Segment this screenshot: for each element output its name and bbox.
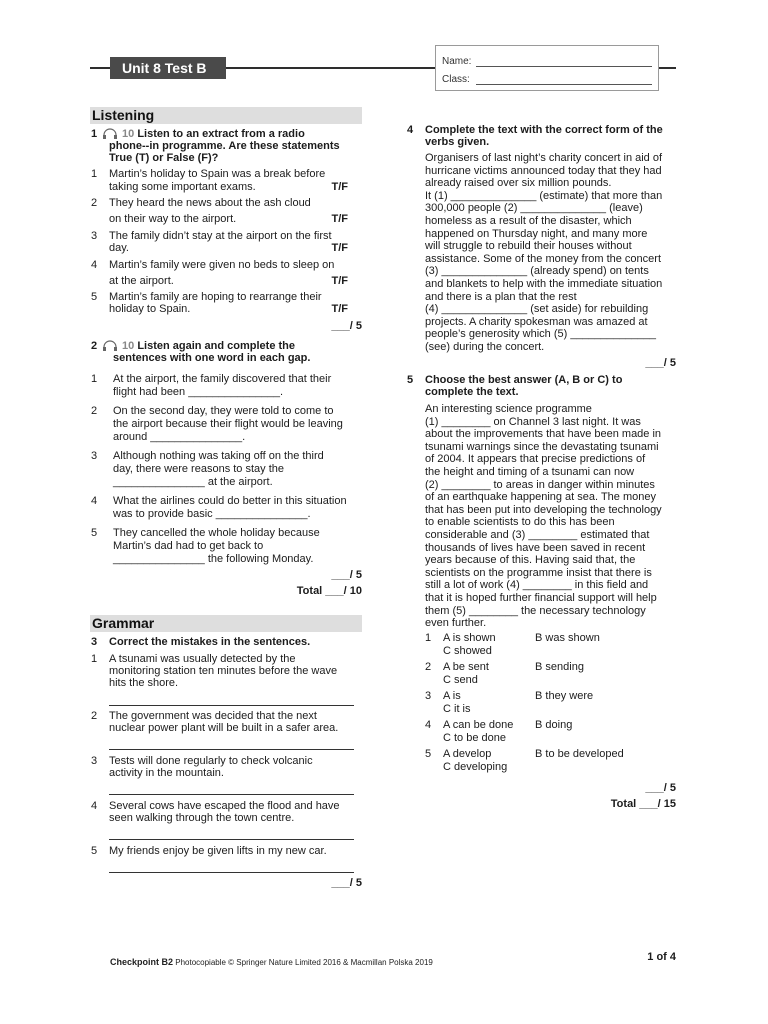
- option-b-text: doing: [545, 719, 573, 731]
- text-line: scientists on the programme insist that there is: [425, 566, 652, 579]
- answer-line[interactable]: [109, 794, 354, 795]
- ex2-item-number: 4: [91, 495, 98, 507]
- ex1-track: 10: [122, 128, 135, 140]
- ex3-item-text: A tsunami was usually detected by the: [109, 653, 296, 665]
- listening-heading: Listening: [90, 107, 362, 124]
- ex1-instruction-2: phone--in programme. Are these statements: [109, 140, 340, 152]
- true-false-choice[interactable]: T/F: [331, 303, 348, 315]
- text-line: about the improvements that have been made in: [425, 428, 662, 441]
- option-b-text: they were: [545, 690, 594, 702]
- unit-title: Unit 8 Test B: [110, 57, 226, 79]
- ex2-score: ___/ 5: [331, 569, 362, 581]
- option-number: 2: [425, 661, 432, 673]
- footer: [110, 957, 433, 967]
- option-a-text: is: [452, 690, 461, 702]
- ex1-score: ___/ 5: [331, 320, 362, 332]
- text-line: An interesting science programme: [425, 403, 592, 415]
- text-line: projects. A charity spokesman was amazed at: [425, 315, 648, 328]
- option-a[interactable]: A is: [443, 690, 461, 702]
- ex4-instruction-1: Complete the text with the correct form of the: [425, 124, 663, 136]
- ex2-item-text: They cancelled the whole holiday because: [113, 527, 320, 539]
- ex5-text: [425, 403, 662, 630]
- grammar-total: Total ___/ 15: [610, 798, 676, 810]
- ex1-item-text: Martin’s family are hoping to rearrange their: [109, 291, 322, 303]
- text-line: 300,000 people (2) ______________ (leave): [425, 202, 643, 215]
- text-line: hurricane victims announced today that they had: [425, 164, 662, 177]
- ex2-item-text: What the airlines could do better in this situation: [113, 495, 347, 507]
- text-line: of 2004. It appears that precise predictions of: [425, 453, 646, 466]
- option-a-text: develop: [452, 748, 492, 760]
- ex4-instruction-2: verbs given.: [425, 136, 490, 148]
- text-line: tsunami warnings since the devastating tsunami: [425, 440, 659, 453]
- ex3-item-text: Several cows have escaped the flood and have: [109, 800, 340, 812]
- ex2-item-text: around _______________.: [113, 431, 246, 443]
- text-line: that has been put into developing the technology: [425, 503, 662, 516]
- ex5-instruction-2: complete the text.: [425, 386, 519, 398]
- ex1-item-text: day.: [109, 242, 129, 254]
- ex3-item-number: 4: [91, 800, 98, 812]
- ex1-item-number: 5: [91, 291, 98, 303]
- ex1-item-text: on their way to the airport.: [109, 213, 237, 225]
- option-b-text: sending: [545, 661, 584, 673]
- option-c-text: developing: [454, 761, 508, 773]
- ex5-score: ___/ 5: [645, 782, 676, 794]
- ex3-item-number: 1: [91, 653, 98, 665]
- ex2-item-text: day, there were reasons to stay the: [113, 463, 284, 475]
- text-line: considerable and (3) ________ estimated that: [425, 528, 650, 541]
- option-b-text: to be developed: [545, 748, 624, 760]
- text-line: years because of this. Having said that, the: [425, 554, 636, 567]
- ex1-number: 1: [91, 128, 98, 140]
- ex2-item-number: 2: [91, 405, 98, 417]
- text-line: will struggle to rebuild their houses without: [425, 240, 632, 253]
- ex3-item-text: nuclear power plant will be built in a safer area.: [109, 722, 339, 734]
- ex3-item-text: The government was decided that the next: [109, 710, 317, 722]
- ex1-item-text: Martin’s holiday to Spain was a break before: [109, 168, 326, 180]
- true-false-choice[interactable]: T/F: [331, 275, 348, 287]
- option-b[interactable]: B doing: [535, 719, 573, 731]
- ex3-item-text: hits the shore.: [109, 677, 179, 689]
- text-line: to enable scientists to do this has been: [425, 516, 615, 529]
- ex3-item-text: activity in the mountain.: [109, 767, 224, 779]
- option-c[interactable]: C showed: [443, 645, 492, 657]
- ex2-item-text: On the second day, they were told to come to: [113, 405, 334, 417]
- ex2-instruction-2: sentences with one word in each gap.: [113, 352, 311, 364]
- ex2-item-number: 3: [91, 450, 98, 462]
- ex5-instruction-1: Choose the best answer (A, B or C) to: [425, 374, 623, 386]
- class-field[interactable]: [476, 84, 652, 85]
- ex2-item-text: was to provide basic _______________.: [113, 508, 311, 520]
- answer-line[interactable]: [109, 705, 354, 706]
- text-line: already raised over six million pounds.: [425, 177, 612, 190]
- ex2-instruction-1: Listen again and complete the: [137, 340, 296, 352]
- ex1-instruction-1: Listen to an extract from a radio: [137, 128, 305, 140]
- option-c[interactable]: C send: [443, 674, 478, 686]
- text-line: (2) ________ to areas in danger within minutes: [425, 478, 655, 491]
- ex3-item-text: My friends enjoy be given lifts in my new car.: [109, 845, 327, 857]
- text-line: thousands of lives have been saved in recent: [425, 541, 646, 554]
- answer-line[interactable]: [109, 872, 354, 873]
- ex1-item-number: 2: [91, 197, 98, 209]
- option-a[interactable]: A develop: [443, 748, 492, 760]
- option-c[interactable]: C to be done: [443, 732, 506, 744]
- text-line: Organisers of last night’s charity concert in aid of: [425, 152, 663, 164]
- name-field[interactable]: [476, 66, 652, 67]
- ex1-item-text: holiday to Spain.: [109, 303, 191, 315]
- text-line: (1) ________ on Channel 3 last night. It was: [425, 415, 641, 428]
- ex3-instruction: Correct the mistakes in the sentences.: [109, 636, 311, 648]
- text-line: of an earthquake happening at sea. The money: [425, 491, 656, 504]
- ex5-number: 5: [407, 374, 414, 386]
- option-a[interactable]: A can be done: [443, 719, 514, 731]
- footer-copyright: Photocopiable © Springer Nature Limited 2016 & Macmillan Polska 2019: [175, 958, 433, 967]
- ex1-item-text: The family didn’t stay at the airport on the first: [109, 230, 332, 242]
- ex3-item-text: seen walking through the town centre.: [109, 812, 295, 824]
- ex3-number: 3: [91, 636, 98, 648]
- text-line: homeless as a result of the disaster, which: [425, 214, 632, 227]
- option-number: 5: [425, 748, 432, 760]
- ex3-item-number: 3: [91, 755, 98, 767]
- option-a-text: is shown: [452, 632, 496, 644]
- text-line: (3) ______________ (already spend) on tents: [425, 265, 649, 278]
- answer-line[interactable]: [109, 749, 354, 750]
- ex1-item-text: They heard the news about the ash cloud: [109, 197, 311, 209]
- ex4-number: 4: [407, 124, 414, 136]
- option-number: 1: [425, 632, 432, 644]
- text-line: even further.: [425, 617, 487, 630]
- footer-brand: Checkpoint B2: [110, 957, 174, 967]
- ex2-item-text: Although nothing was taking off on the third: [113, 450, 324, 462]
- ex2-item-text: _______________ the following Monday.: [113, 553, 314, 565]
- text-line: that it is hoped further financial support will help: [425, 591, 657, 604]
- ex1-instruction-3: True (T) or False (F)?: [109, 152, 219, 164]
- ex3-score: ___/ 5: [331, 877, 362, 889]
- text-line: (see) during the concert.: [425, 340, 545, 353]
- ex4-text: [425, 152, 662, 354]
- ex4-score: ___/ 5: [645, 357, 676, 369]
- ex2-item-text: the airport because their flight would be leaving: [113, 418, 343, 430]
- ex1-item-number: 3: [91, 230, 98, 242]
- ex2-track: 10: [122, 340, 135, 352]
- option-b[interactable]: B they were: [535, 690, 594, 702]
- name-class-box: [435, 45, 659, 91]
- text-line: assistance. Some of the money from the concert: [425, 252, 662, 265]
- option-a-text: be sent: [452, 661, 489, 673]
- option-c-text: showed: [454, 645, 492, 657]
- option-c-text: send: [454, 674, 478, 686]
- true-false-choice[interactable]: T/F: [331, 242, 348, 254]
- ex2-item-text: Martin’s dad had to get back to: [113, 540, 264, 552]
- ex1-item-text: Martin’s family were given no beds to sleep on: [109, 259, 335, 271]
- listening-total: Total ___/ 10: [296, 585, 362, 597]
- name-label: Name:: [442, 56, 472, 67]
- answer-line[interactable]: [109, 839, 354, 840]
- option-b[interactable]: B to be developed: [535, 748, 624, 760]
- grammar-heading: Grammar: [90, 615, 362, 632]
- text-line: the height and timing of a tsunami can now: [425, 465, 635, 478]
- ex1-item-number: 1: [91, 168, 98, 180]
- text-line: happened on Thursday night, and many more: [425, 227, 648, 240]
- option-a[interactable]: A is shown: [443, 632, 496, 644]
- option-c-text: to be done: [454, 732, 506, 744]
- ex2-number: 2: [91, 340, 98, 352]
- class-label: Class:: [442, 74, 470, 85]
- text-line: (4) ______________ (set aside) for rebuilding: [425, 303, 649, 316]
- ex3-item-number: 5: [91, 845, 98, 857]
- ex2-item-text: flight had been _______________.: [113, 386, 284, 398]
- page-number: 1 of 4: [647, 951, 676, 963]
- option-number: 3: [425, 690, 432, 702]
- ex3-item-text: Tests will done regularly to check volcanic: [109, 755, 313, 767]
- ex1-item-text: at the airport.: [109, 275, 174, 287]
- text-line: them (5) ________ the necessary technology: [425, 604, 646, 617]
- option-b[interactable]: B was shown: [535, 632, 600, 644]
- ex2-item-text: _______________ at the airport.: [113, 476, 273, 488]
- text-line: It (1) ______________ (estimate) that more than: [425, 189, 663, 202]
- option-a[interactable]: A be sent: [443, 661, 489, 673]
- true-false-choice[interactable]: T/F: [331, 213, 348, 225]
- ex1-item-text: taking some important exams.: [109, 181, 256, 193]
- text-line: and there is a plan that the rest: [425, 290, 577, 303]
- ex2-item-text: At the airport, the family discovered that their: [113, 373, 332, 385]
- ex3-item-number: 2: [91, 710, 98, 722]
- option-a-text: can be done: [452, 719, 514, 731]
- ex3-item-text: monitoring station ten minutes before the wave: [109, 665, 338, 677]
- text-line: still a lot of work (4) ________ in this field and: [425, 579, 649, 592]
- text-line: people’s generosity which (5) ______________: [425, 328, 656, 341]
- true-false-choice[interactable]: T/F: [331, 181, 348, 193]
- option-c[interactable]: C developing: [443, 761, 508, 773]
- ex2-item-number: 5: [91, 527, 98, 539]
- option-b-text: was shown: [545, 632, 600, 644]
- option-c[interactable]: C it is: [443, 703, 471, 715]
- option-number: 4: [425, 719, 432, 731]
- text-line: and blankets to help with the immediate situation: [425, 277, 663, 290]
- ex2-item-number: 1: [91, 373, 98, 385]
- option-b[interactable]: B sending: [535, 661, 584, 673]
- option-c-text: it is: [454, 703, 471, 715]
- ex1-item-number: 4: [91, 259, 98, 271]
